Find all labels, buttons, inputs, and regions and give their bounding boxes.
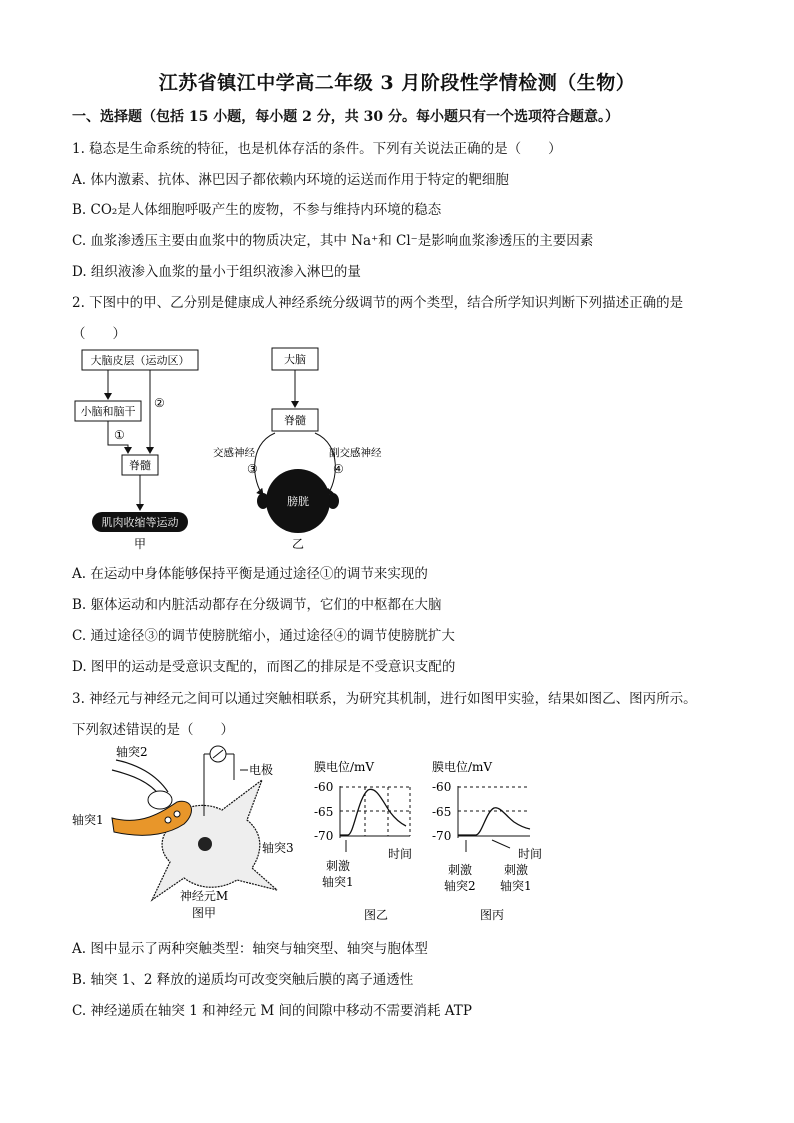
electrode-label: 电极 — [249, 763, 274, 777]
q3-figure-yi — [310, 756, 430, 926]
parasympathetic-label: 副交感神经 — [329, 447, 382, 459]
path3-label: ③ — [247, 462, 258, 476]
neuron-m-label: 神经元M — [179, 889, 229, 903]
stim-label: 刺激 — [326, 859, 351, 873]
figure-caption-yi-q3: 图乙 — [363, 908, 389, 922]
vesicle — [165, 817, 171, 823]
stim1-target-label: 轴突2 — [444, 879, 476, 893]
figure-caption-jia-q3: 图甲 — [191, 906, 217, 920]
stim-arrow — [492, 840, 510, 848]
spinal-label-yi: 脊髓 — [284, 414, 306, 427]
page-title: 江苏省镇江中学高二年级 3 月阶段性学情检测（生物） — [158, 72, 636, 94]
q1-stem: 1. 稳态是生命系统的特征，也是机体存活的条件。下列有关说法正确的是（ ） — [72, 141, 562, 157]
tick-label: -60 — [432, 780, 452, 794]
ylabel: 膜电位/mV — [432, 760, 493, 774]
stim-target-label: 轴突1 — [322, 875, 354, 889]
q1-option-c: C. 血浆渗透压主要由血浆中的物质决定，其中 Na⁺和 Cl⁻是影响血浆渗透压的主要因素 — [72, 233, 594, 249]
q1-option-d: D. 组织液渗入血浆的量小于组织液渗入淋巴的量 — [72, 264, 361, 280]
stim1-label: 刺激 — [448, 863, 473, 877]
figure-caption-yi: 乙 — [291, 537, 305, 551]
potential-curve — [458, 808, 530, 835]
path1-label: ① — [114, 428, 125, 442]
axon2-terminal — [148, 791, 172, 809]
q3-option-b: B. 轴突 1、2 释放的递质均可改变突触后膜的离子通透性 — [72, 972, 414, 988]
q2-stem-bracket: （ ） — [72, 326, 126, 342]
q2-stem: 2. 下图中的甲、乙分别是健康成人神经系统分级调节的两个类型，结合所学知识判断下列描述正确的是 — [72, 295, 684, 311]
q1-option-a: A. 体内激素、抗体、淋巴因子都依赖内环境的运送而作用于特定的靶细胞 — [72, 172, 509, 188]
potential-curve — [340, 789, 406, 835]
q3-figure-bing — [430, 756, 560, 926]
path2-label: ② — [154, 396, 165, 410]
tick-label: -70 — [432, 829, 452, 843]
path4-label: ④ — [333, 462, 344, 476]
q3-option-c: C. 神经递质在轴突 1 和神经元 M 间的间隙中移动不需要消耗 ATP — [72, 1003, 472, 1019]
axon1-label: 轴突1 — [72, 813, 104, 827]
q3-stem: 3. 神经元与神经元之间可以通过突触相联系，为研究其机制，进行如图甲实验，结果如图乙、图丙所示。 — [72, 691, 697, 707]
vesicle — [174, 811, 180, 817]
q2-option-d: D. 图甲的运动是受意识支配的，而图乙的排尿是不受意识支配的 — [72, 659, 456, 675]
figure-caption-bing-q3: 图丙 — [479, 908, 505, 922]
axon3-label: 轴突3 — [262, 841, 294, 855]
ylabel: 膜电位/mV — [314, 760, 375, 774]
q2-option-b: B. 躯体运动和内脏活动都存在分级调节，它们的中枢都在大脑 — [72, 597, 442, 613]
cerebellum-label: 小脑和脑干 — [80, 405, 136, 418]
tick-label: -65 — [432, 805, 452, 819]
tick-label: -70 — [314, 829, 334, 843]
q2-figure-jia — [72, 345, 202, 555]
q2-option-c: C. 通过途径③的调节使膀胱缩小，通过途径④的调节使膀胱扩大 — [72, 628, 455, 644]
figure-caption-jia: 甲 — [133, 537, 147, 551]
brain-label: 大脑 — [284, 353, 306, 366]
q3-stem-line2: 下列叙述错误的是（ ） — [72, 722, 234, 738]
cortex-label: 大脑皮层（运动区） — [90, 354, 190, 367]
axon2-fiber-edge — [116, 760, 168, 792]
q3-figure-jia — [72, 740, 312, 925]
q3-option-a: A. 图中显示了两种突触类型：轴突与轴突型、轴突与胞体型 — [72, 941, 428, 957]
tick-label: -60 — [314, 780, 334, 794]
tick-label: -65 — [314, 805, 334, 819]
xlabel: 时间 — [388, 847, 413, 861]
sympathetic-label: 交感神经 — [213, 447, 255, 459]
q2-figure-yi — [205, 345, 405, 555]
stim2-label: 刺激 — [504, 863, 529, 877]
q2-option-a: A. 在运动中身体能够保持平衡是通过途径①的调节来实现的 — [72, 566, 428, 582]
stim2-target-label: 轴突1 — [500, 879, 532, 893]
axon2-label: 轴突2 — [116, 745, 148, 759]
q1-option-b: B. CO₂是人体细胞呼吸产生的废物，不参与维持内环境的稳态 — [72, 202, 442, 218]
bladder-label: 膀胱 — [287, 495, 309, 508]
section-heading: 一、选择题（包括 15 小题，每小题 2 分，共 30 分。每小题只有一个选项符合题意。） — [72, 109, 619, 125]
neuron-nucleus — [198, 837, 212, 851]
muscle-label: 肌肉收缩等运动 — [101, 516, 179, 529]
spinal-label: 脊髓 — [129, 459, 151, 472]
xlabel: 时间 — [518, 847, 543, 861]
axon2-fiber — [112, 770, 160, 796]
